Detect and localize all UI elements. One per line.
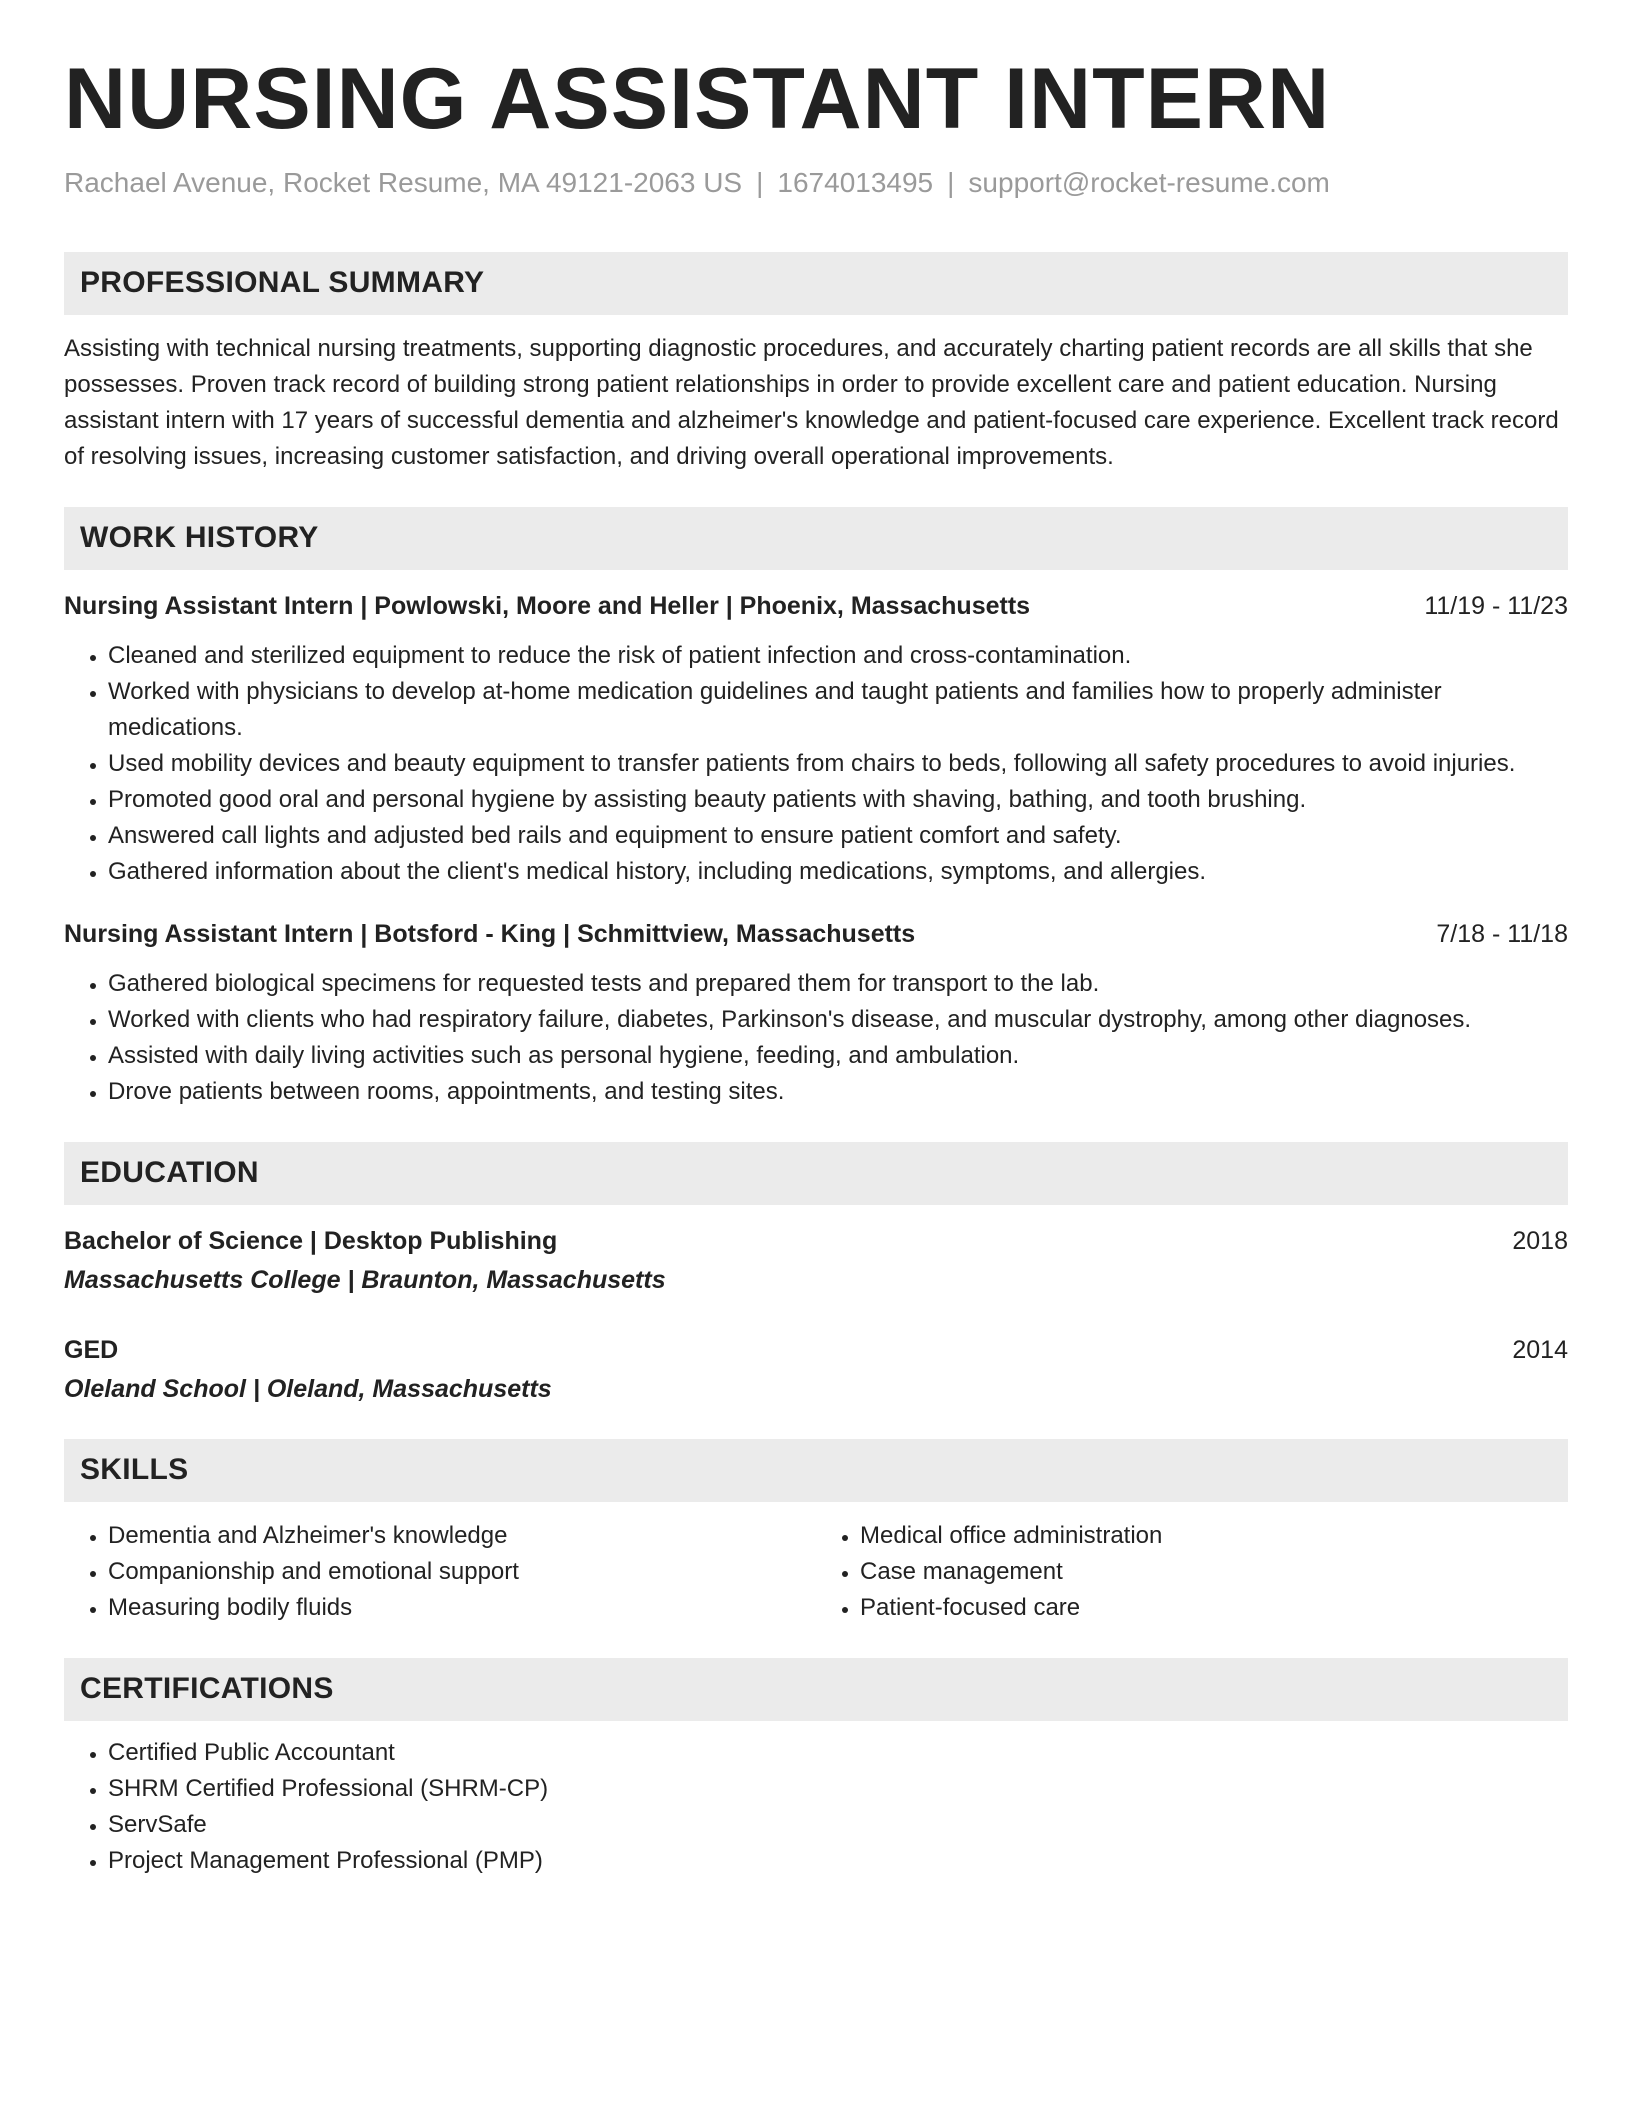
job-dates: 11/19 - 11/23: [1424, 591, 1568, 620]
job-bullet: • Drove patients between rooms, appointments, and testing sites.: [108, 1074, 1568, 1110]
education-school: Massachusetts College | Braunton, Massachusetts: [64, 1265, 666, 1294]
contact-line: [64, 166, 1568, 200]
education-entry: [64, 1332, 1568, 1407]
skill-item: • Patient-focused care: [860, 1590, 1568, 1626]
education-entry: [64, 1223, 1568, 1298]
job-bullet: • Promoted good oral and personal hygiene by assisting beauty patients with shaving, bathing, and tooth brushing.: [108, 782, 1568, 818]
skills-column-right: [816, 1518, 1568, 1626]
job-dates: 7/18 - 11/18: [1436, 919, 1568, 948]
job-bullet: • Used mobility devices and beauty equipment to transfer patients from chairs to beds, following all safety procedures to avoid injuries.: [108, 746, 1568, 782]
job-header: [64, 916, 1568, 952]
education-degree: Bachelor of Science | Desktop Publishing: [64, 1226, 558, 1255]
education-year: 2018: [1512, 1226, 1568, 1255]
skill-item: • Companionship and emotional support: [108, 1554, 816, 1590]
skills-list: [64, 1518, 1568, 1626]
job-bullet: • Worked with clients who had respiratory failure, diabetes, Parkinson's disease, and muscular dystrophy, among other diagnoses.: [108, 1002, 1568, 1038]
skill-item: • Medical office administration: [860, 1518, 1568, 1554]
certification-item: • Certified Public Accountant: [108, 1735, 1568, 1771]
job-title: Nursing Assistant Intern | Powlowski, Moore and Heller | Phoenix, Massachusetts: [64, 591, 1031, 620]
job-bullet: • Gathered information about the client's medical history, including medications, symptoms, and allergies.: [108, 854, 1568, 890]
education-header: [64, 1223, 1568, 1259]
contact-phone: 1674013495: [777, 167, 934, 198]
job-bullet: • Answered call lights and adjusted bed rails and equipment to ensure patient comfort and safety.: [108, 818, 1568, 854]
education-header: [64, 1332, 1568, 1368]
job-title: Nursing Assistant Intern | Botsford - King | Schmittview, Massachusetts: [64, 919, 916, 948]
resume-title: NURSING ASSISTANT INTERN: [64, 51, 1331, 147]
summary-text: Assisting with technical nursing treatments, supporting diagnostic procedures, and accurately charting patient records are all skills that she possesses. Proven track record of building strong patient relationships in order to provide excellent care and patient education. Nursing assistant intern with 17 years of successful dementia and alzheimer's knowledge and patient-focused care experience. Excellent track record of resolving issues, increasing customer satisfaction, and driving overall operational improvements.: [64, 334, 1559, 470]
job-bullets: [64, 966, 1568, 1110]
job-bullet: • Assisted with daily living activities such as personal hygiene, feeding, and ambulation.: [108, 1038, 1568, 1074]
job-entry: [64, 588, 1568, 890]
education-degree: GED: [64, 1335, 119, 1364]
contact-address: Rachael Avenue, Rocket Resume, MA 49121-2063 US: [64, 167, 743, 198]
contact-email: support@rocket-resume.com: [968, 167, 1330, 198]
section-header-education: EDUCATION: [64, 1142, 1568, 1205]
certification-item: • SHRM Certified Professional (SHRM-CP): [108, 1771, 1568, 1807]
education-school: Oleland School | Oleland, Massachusetts: [64, 1374, 552, 1403]
certification-item: • Project Management Professional (PMP): [108, 1843, 1568, 1879]
certifications-list: [64, 1735, 1568, 1879]
section-header-skills: SKILLS: [64, 1439, 1568, 1502]
job-bullets: [64, 638, 1568, 890]
skill-item: • Case management: [860, 1554, 1568, 1590]
job-bullet: • Worked with physicians to develop at-home medication guidelines and taught patients and families how to properly administer medications.: [108, 674, 1568, 746]
job-entry: [64, 916, 1568, 1110]
section-header-summary: PROFESSIONAL SUMMARY: [64, 252, 1568, 315]
skill-item: • Dementia and Alzheimer's knowledge: [108, 1518, 816, 1554]
education-year: 2014: [1512, 1335, 1568, 1364]
skill-item: • Measuring bodily fluids: [108, 1590, 816, 1626]
section-header-certifications: CERTIFICATIONS: [64, 1658, 1568, 1721]
contact-separator: |: [756, 167, 764, 198]
job-bullet: • Gathered biological specimens for requested tests and prepared them for transport to the lab.: [108, 966, 1568, 1002]
job-header: [64, 588, 1568, 624]
certification-item: • ServSafe: [108, 1807, 1568, 1843]
contact-separator: |: [947, 167, 955, 198]
section-header-work-history: WORK HISTORY: [64, 507, 1568, 570]
job-bullet: • Cleaned and sterilized equipment to reduce the risk of patient infection and cross-contamination.: [108, 638, 1568, 674]
skills-column-left: [64, 1518, 816, 1626]
